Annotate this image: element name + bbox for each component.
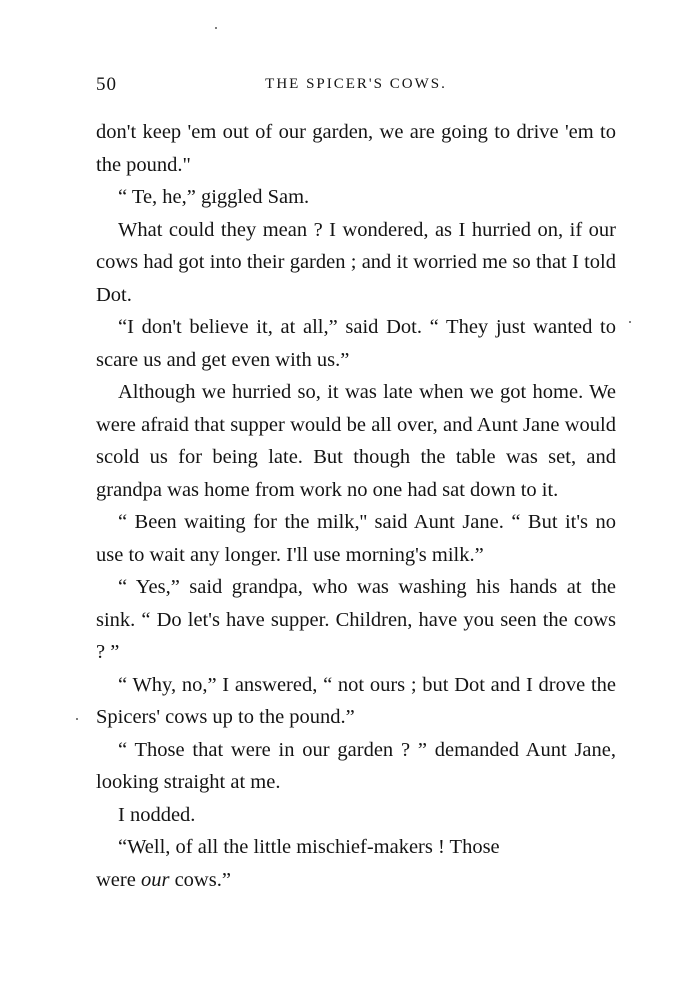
italic-word: our [140, 868, 170, 891]
paragraph: “I don't believe it, at all,” said Dot. “ They just wanted to scare us and get even with us.” [96, 316, 616, 371]
paragraph-last-line [96, 864, 616, 897]
page-number: 50 [96, 74, 117, 95]
paragraph: “ Why, no,” I answered, “ not ours ; but Dot and I drove the Spicers' cows up to the pound.” [96, 673, 616, 728]
print-speck [76, 718, 78, 720]
text-run: were [96, 868, 141, 891]
paragraph: “ Yes,” said grandpa, who was washing his hands at the sink. “ Do let's have supper. Children, have you seen the cows ? ” [96, 576, 616, 663]
paragraph: “ Those that were in our garden ? ” demanded Aunt Jane, looking straight at me. [96, 738, 616, 793]
page-header [96, 74, 616, 104]
paragraph: “ Been waiting for the milk,'' said Aunt Jane. “ But it's no use to wait any longer. I'll use morning's milk.” [96, 511, 616, 566]
paragraph: “ Te, he,” giggled Sam. [118, 186, 310, 208]
paragraph: What could they mean ? I wondered, as I hurried on, if our cows had got into their garden ; and it worried me so that I told Dot. [96, 218, 616, 306]
paragraph: I nodded. [118, 803, 196, 826]
print-speck [215, 27, 217, 29]
paragraph: Although we hurried so, it was late when we got home. We were afraid that supper would be all over, and Aunt Jane would scold us for being late. But though the table was set, and grandpa was home from work no one had sat down to it. [96, 381, 616, 501]
paragraph: don't keep 'em out of our garden, we are going to drive 'em to the pound." [96, 121, 616, 176]
running-head: THE SPICER'S COWS. [265, 76, 447, 92]
text-run: cows.” [169, 868, 231, 891]
paragraph: “Well, of all the little mischief-makers ! Those [118, 836, 500, 858]
body-text [96, 116, 616, 896]
print-speck [629, 321, 631, 323]
